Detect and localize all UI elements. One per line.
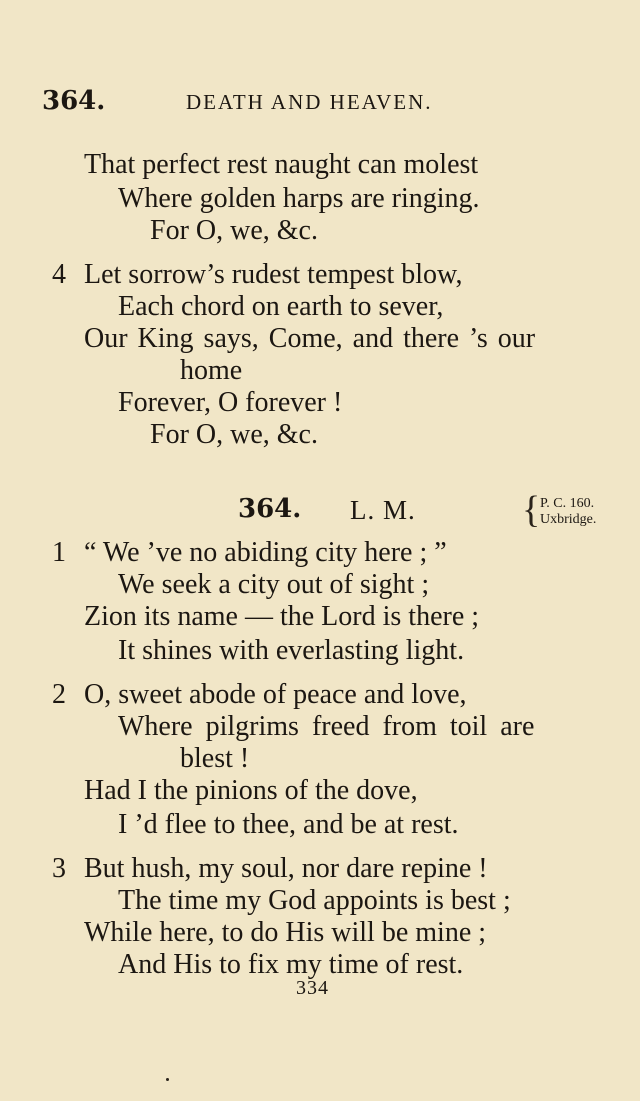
tune-source: P. C. 160. xyxy=(540,496,595,511)
verse-line: While here, to do His will be mine ; xyxy=(84,917,487,948)
verse-line: Had I the pinions of the dove, xyxy=(84,775,418,806)
page-number: 334 xyxy=(296,977,329,999)
stanza-number: 2 xyxy=(52,679,66,710)
verse-line: Forever, O forever ! xyxy=(118,387,343,418)
verse-line: The time my God appoints is best ; xyxy=(118,885,511,916)
verse-line: We seek a city out of sight ; xyxy=(118,569,430,600)
verse-line: I ’d flee to thee, and be at rest. xyxy=(118,809,459,840)
verse-line: Each chord on earth to sever, xyxy=(118,291,444,322)
verse-line: And His to fix my time of rest. xyxy=(118,949,464,980)
refrain-line: For O, we, &c. xyxy=(150,419,318,450)
hymn-meter: L. M. xyxy=(350,495,416,525)
verse-line: Let sorrow’s rudest tempest blow, xyxy=(84,259,463,290)
ink-speck xyxy=(166,1078,169,1081)
verse-line: blest ! xyxy=(180,743,250,774)
verse-line: That perfect rest naught can molest xyxy=(84,149,479,180)
brace-icon: { xyxy=(522,489,541,531)
stanza-number: 4 xyxy=(52,259,66,290)
verse-line: Where golden harps are ringing. xyxy=(118,183,480,214)
stanza-number: 1 xyxy=(52,537,66,568)
verse-line: Where pilgrims freed from toil are xyxy=(118,711,535,742)
verse-line: Zion its name — the Lord is there ; xyxy=(84,601,480,632)
verse-line: “ We ’ve no abiding city here ; ” xyxy=(84,537,447,568)
stanza-number: 3 xyxy=(52,853,66,884)
running-title: DEATH AND HEAVEN. xyxy=(186,90,433,114)
hymn-number: 364. xyxy=(238,494,302,524)
verse-line: home xyxy=(180,355,243,386)
verse-line: Our King says, Come, and there ’s our xyxy=(84,323,536,354)
verse-line: It shines with everlasting light. xyxy=(118,635,465,666)
verse-line: But hush, my soul, nor dare repine ! xyxy=(84,853,488,884)
tune-name: Uxbridge. xyxy=(540,512,597,527)
refrain-line: For O, we, &c. xyxy=(150,215,318,246)
verse-line: O, sweet abode of peace and love, xyxy=(84,679,467,710)
page-hymn-number: 364. xyxy=(42,86,106,116)
